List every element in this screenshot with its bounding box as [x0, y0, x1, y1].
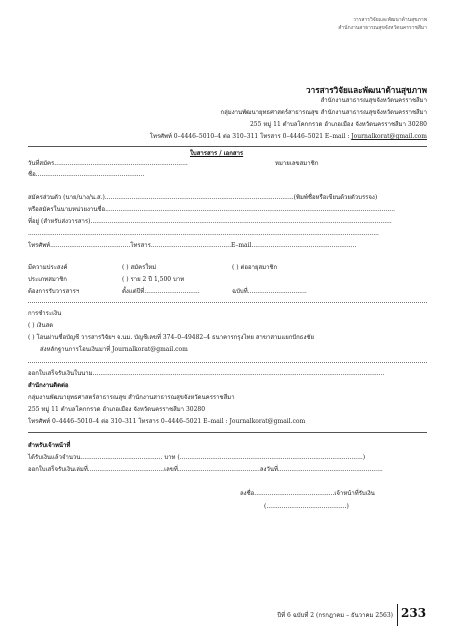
member-type-label: ประเภทสมาชิก [28, 276, 67, 283]
new-subscription-checkbox[interactable]: ( ) สมัครใหม่ [122, 264, 157, 271]
footer-divider-bar [397, 604, 398, 626]
to-field[interactable]: ชื่อ......................................................... [28, 171, 145, 178]
amount-received-field[interactable]: ได้รับเงินแล้วจำนวน........................................... บาท (................................................................................................) [28, 454, 366, 461]
member-number-field[interactable]: หมายเลขสมาชิก [275, 160, 319, 167]
title-email-link[interactable]: Journalkorat@gmail.com [351, 133, 427, 140]
title-address-line: 255 หมู่ 11 ตำบลโคกกรวด อำเภอเมือง จังหวัดนครราชสีมา 30280 [249, 121, 427, 128]
contact-address-line: 255 หมู่ 11 ตำบลโคกกรวด อำเภอเมือง จังหวัดนครราชสีมา 30280 [28, 406, 206, 413]
address-field-line2[interactable]: ........................................................................................................................................................................................ [28, 230, 379, 237]
staff-signature-field[interactable]: ลงชื่อ..........................................เจ้าหน้าที่รับเงิน [240, 490, 375, 497]
apply-date-field[interactable]: วันที่สมัคร...................................................................... [28, 160, 188, 167]
purpose-label: มีความประสงค์ [28, 264, 68, 271]
bank-transfer-checkbox[interactable]: ( ) โอนผ่านชื่อบัญชี วารสารวิจัยฯ จ.นม. บัญชีเลขที่ 374–0–49482–4 ธนาคารกรุงไทย สาขาสามแยกปักธงชัย [28, 334, 314, 341]
contact-dept-line: กลุ่มงานพัฒนายุทธศาสตร์สาธารณสุข สำนักงานสาธารณสุขจังหวัดนครราชสีมา [28, 394, 235, 401]
cash-checkbox[interactable]: ( ) เงินสด [28, 322, 54, 329]
title-office-line: สำนักงานสาธารณสุขจังหวัดนครราชสีมา [320, 97, 427, 104]
running-header-journal: วารสารวิจัยและพัฒนาด้านสุขภาพ [353, 17, 427, 23]
renew-subscription-checkbox[interactable]: ( ) ต่ออายุสมาชิก [232, 264, 278, 271]
staff-heading: สำหรับเจ้าหน้าที่ [28, 442, 71, 449]
start-issue-field[interactable]: ฉบับที่............................... [232, 288, 307, 295]
receipt-name-field[interactable]: ออกใบเสร็จรับเงินในนาม......................................................................................................................................................... [28, 370, 385, 377]
receipt-book-number-field[interactable]: ออกใบเสร็จรับเงินเล่มที่........................................เลขที่...........................................ลงวันที่....................................................... [28, 466, 383, 473]
divider-payment [28, 362, 427, 363]
title-dept-line: กลุ่มงานพัฒนายุทธศาสตร์สาธารณสุข สำนักงานสาธารณสุขจังหวัดนครราชสีมา [220, 109, 427, 116]
two-year-plan-checkbox[interactable]: ( ) ราย 2 ปี 1,500 บาท [122, 276, 185, 283]
staff-signature-name[interactable]: (..........................................) [264, 503, 349, 510]
issue-info: ปีที่ 6 ฉบับที่ 2 (กรกฎาคม – ธันวาคม 2563) [277, 612, 393, 619]
organization-field[interactable]: หรือสมัครในนามหน่วยงานชื่อ........................................................................................................................................................ [28, 206, 396, 213]
transfer-proof-instruction: ส่งหลักฐานการโอนเงินมาที่ Journalkorat@gmail.com [40, 346, 188, 353]
journal-title: วารสารวิจัยและพัฒนาด้านสุขภาพ [306, 85, 427, 95]
title-contact-line [150, 133, 427, 141]
divider-staff [28, 432, 427, 433]
divider-top [28, 146, 427, 147]
contact-heading: สำนักงานติดต่อ [28, 382, 69, 389]
contact-phone-email-line: โทรศัพท์ 0–4446–5010–4 ต่อ 310–311 โทรสาร 0–4446–5021 E–mail : Journalkorat@gmail.com [28, 418, 306, 425]
start-volume-field[interactable]: ตั้งแต่ปีที่............................. [122, 288, 200, 295]
start-volume-label: ต้องการรับวารสารฯ [28, 288, 80, 295]
form-heading: ใบสารสาร / เอกสาร [190, 150, 244, 157]
running-header-office: สำนักงานสาธารณสุขจังหวัดนครราชสีมา [338, 25, 427, 31]
title-contact-text: โทรศัพท์ 0–4446–5010–4 ต่อ 310–311 โทรสาร 0–4446–5021 E–mail : [149, 133, 352, 140]
divider-purpose [28, 302, 427, 303]
personal-name-field[interactable]: สมัครส่วนตัว (นาย/นาง/น.ส.)...................................................................................................(พิมพ์ชื่อหรือเขียนด้วยตัวบรรจง) [28, 194, 378, 201]
address-field[interactable]: ที่อยู่ (สำหรับส่งวารสาร).............................................................................................................................................................. [28, 218, 392, 225]
payment-heading: การชำระเงิน [28, 310, 62, 317]
phone-fax-email-field[interactable]: โทรศัพท์..........................................โทรสาร..........................................E–mail....................................................... [28, 242, 357, 249]
page-number: 233 [401, 606, 427, 620]
